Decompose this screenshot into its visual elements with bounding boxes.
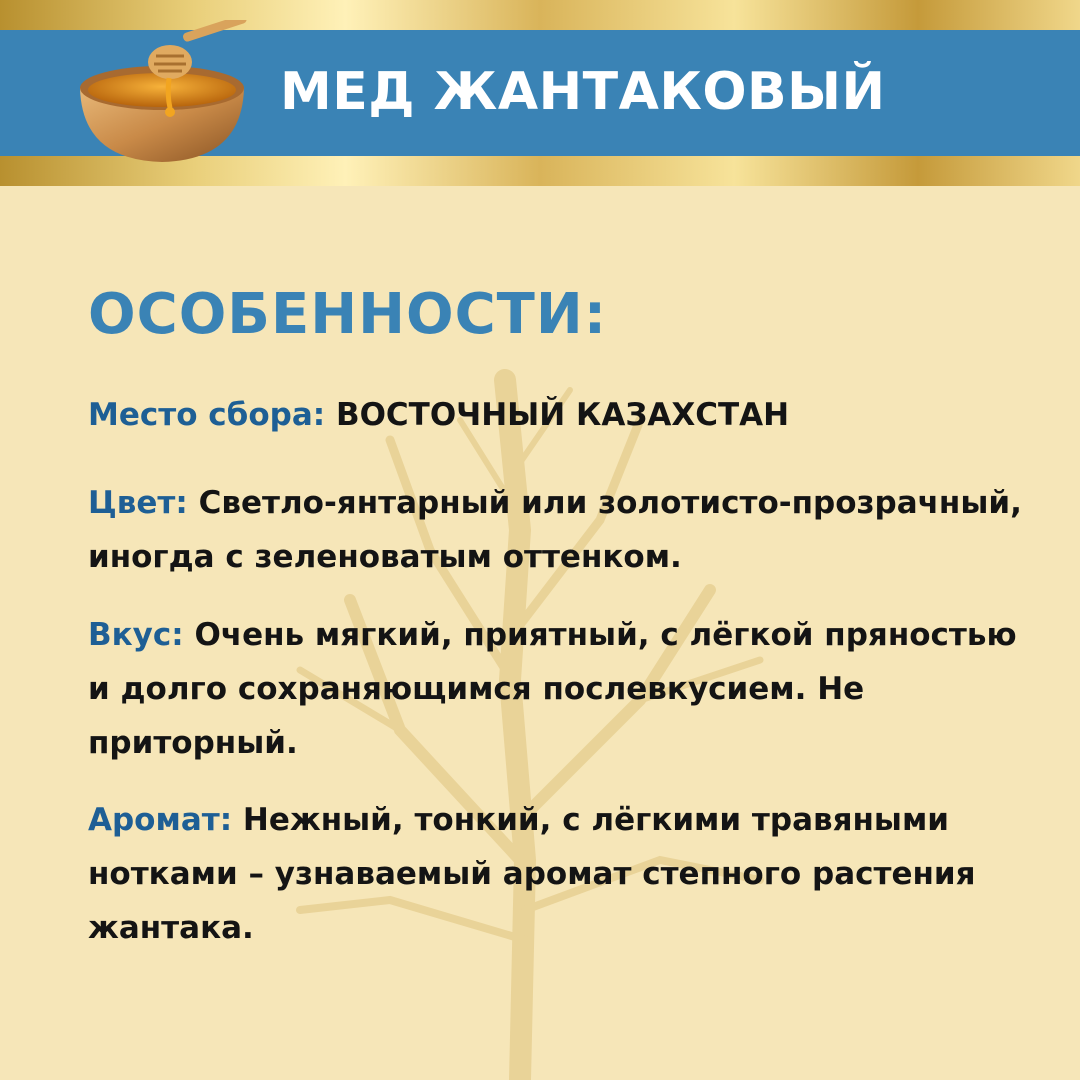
feature-label: Место сбора: bbox=[88, 397, 326, 433]
section-heading: ОСОБЕННОСТИ: bbox=[88, 282, 608, 347]
feature-value: Светло-янтарный или золотисто-прозрачный, иногда с зеленоватым оттенком. bbox=[88, 485, 1022, 575]
feature-aroma bbox=[88, 793, 1038, 955]
feature-color bbox=[88, 476, 1038, 584]
feature-label: Вкус: bbox=[88, 617, 184, 653]
feature-value: ВОСТОЧНЫЙ КАЗАХСТАН bbox=[335, 397, 790, 433]
feature-label: Цвет: bbox=[88, 485, 188, 521]
feature-label: Аромат: bbox=[88, 802, 233, 838]
honey-bowl-icon bbox=[72, 20, 252, 170]
page-title: МЕД ЖАНТАКОВЫЙ bbox=[280, 62, 886, 122]
feature-value: Нежный, тонкий, с лёгкими травяными нотками – узнаваемый аромат степного растения жантака. bbox=[88, 802, 976, 946]
feature-place bbox=[88, 388, 1038, 442]
feature-value: Очень мягкий, приятный, с лёгкой пряностью и долго сохраняющимся послевкусием. Не приторный. bbox=[88, 617, 1017, 761]
feature-taste bbox=[88, 608, 1038, 770]
